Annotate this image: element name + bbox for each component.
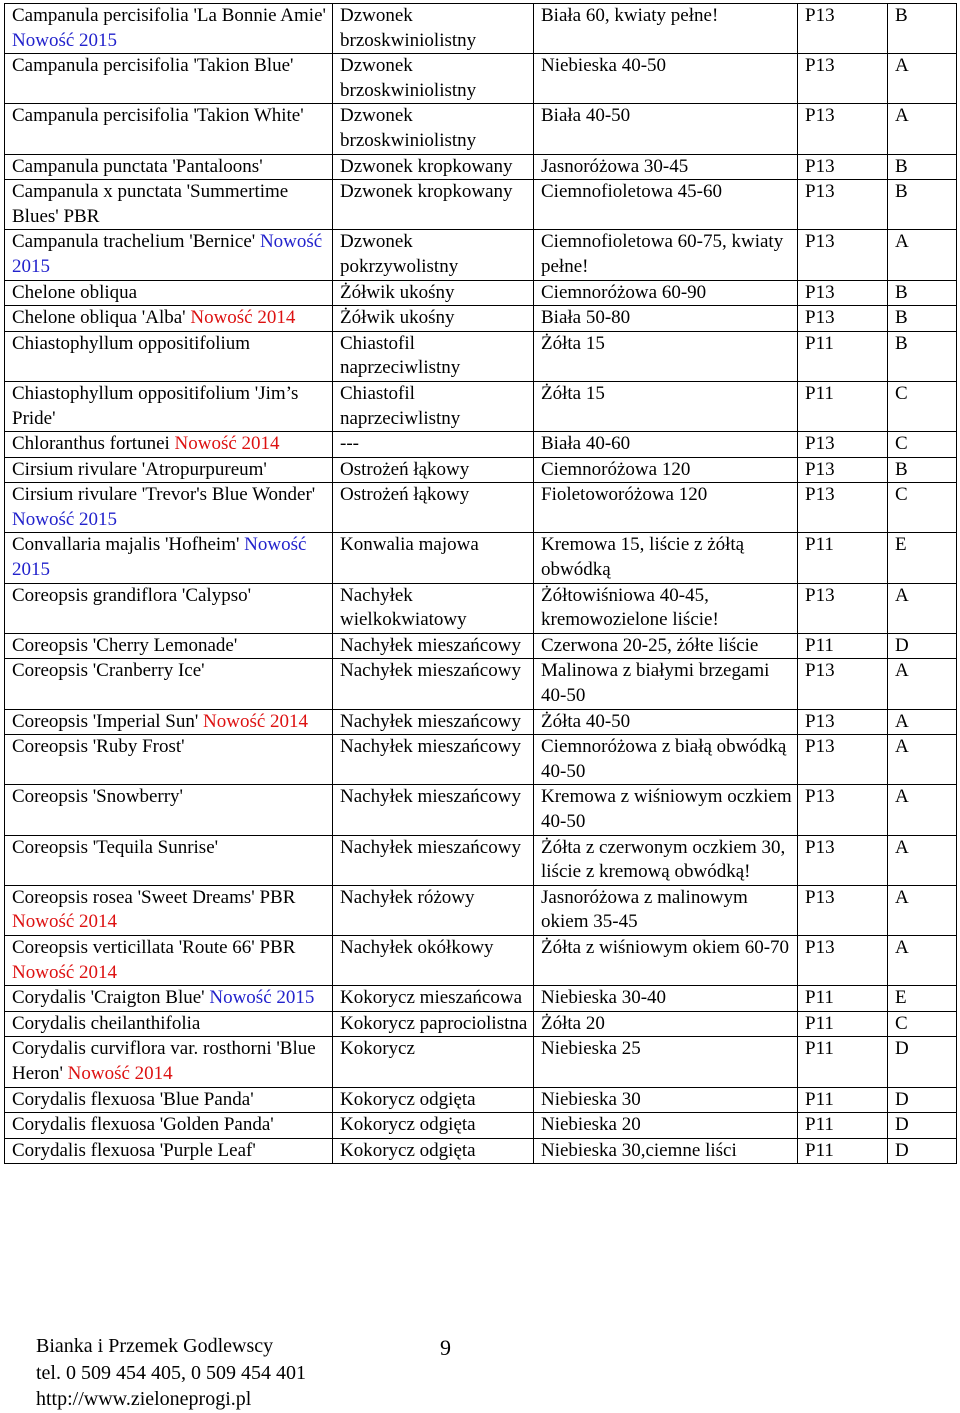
plant-name-cell: [5, 54, 333, 104]
group-cell: D: [888, 1037, 957, 1087]
pot-size-cell: P13: [798, 709, 888, 735]
footer-website: http://www.zieloneprogi.pl: [36, 1388, 252, 1410]
plant-name-cell: [5, 331, 333, 381]
table-row: [5, 633, 957, 659]
description-cell: Kremowa 15, liście z żółtą obwódką: [534, 533, 798, 583]
pot-size-cell: P13: [798, 659, 888, 709]
plant-latin-name: Corydalis 'Craigton Blue': [12, 987, 205, 1009]
description-cell: Jasnoróżowa z malinowym okiem 35-45: [534, 885, 798, 935]
group-cell: C: [888, 483, 957, 533]
table-row: [5, 935, 957, 985]
pot-size-cell: P13: [798, 457, 888, 483]
plant-latin-name: Campanula trachelium 'Bernice': [12, 231, 256, 253]
polish-name-cell: Dzwonek brzoskwiniolistny: [333, 4, 534, 54]
plant-name-cell: [5, 835, 333, 885]
group-cell: A: [888, 659, 957, 709]
pot-size-cell: P11: [798, 1087, 888, 1113]
description-cell: Ciemnofioletowa 45-60: [534, 180, 798, 230]
group-cell: B: [888, 154, 957, 180]
description-cell: Ciemnoróżowa 60-90: [534, 280, 798, 306]
description-cell: Biała 50-80: [534, 306, 798, 332]
description-cell: Niebieska 30: [534, 1087, 798, 1113]
plant-latin-name: Coreopsis 'Cherry Lemonade': [12, 634, 238, 656]
table-row: [5, 4, 957, 54]
plant-name-cell: [5, 4, 333, 54]
page-number: 9: [440, 1335, 451, 1360]
description-cell: Żółtowiśniowa 40-45, kremowozielone liście!: [534, 583, 798, 633]
plant-latin-name: Chelone obliqua: [12, 281, 138, 303]
plant-name-cell: [5, 457, 333, 483]
plant-latin-name: Campanula percisifolia 'Takion Blue': [12, 55, 294, 77]
description-cell: Malinowa z białymi brzegami 40-50: [534, 659, 798, 709]
pot-size-cell: P13: [798, 885, 888, 935]
plant-name-cell: [5, 583, 333, 633]
description-cell: Niebieska 30-40: [534, 986, 798, 1012]
group-cell: B: [888, 280, 957, 306]
table-row: [5, 835, 957, 885]
description-cell: Niebieska 40-50: [534, 54, 798, 104]
plant-name-cell: [5, 885, 333, 935]
description-cell: Biała 40-60: [534, 432, 798, 458]
plant-name-cell: [5, 1087, 333, 1113]
polish-name-cell: Kokorycz: [333, 1037, 534, 1087]
table-row: [5, 306, 957, 332]
table-row: [5, 533, 957, 583]
table-row: [5, 432, 957, 458]
novelty-badge: Nowość 2014: [67, 1062, 173, 1084]
plant-name-cell: [5, 533, 333, 583]
pot-size-cell: P13: [798, 735, 888, 785]
plant-name-cell: [5, 785, 333, 835]
pot-size-cell: P13: [798, 54, 888, 104]
plant-latin-name: Campanula percisifolia 'La Bonnie Amie': [12, 5, 326, 26]
polish-name-cell: Dzwonek brzoskwiniolistny: [333, 104, 534, 154]
novelty-badge: Nowość 2014: [203, 710, 309, 732]
plant-name-cell: [5, 1138, 333, 1164]
polish-name-cell: Dzwonek brzoskwiniolistny: [333, 54, 534, 104]
group-cell: A: [888, 935, 957, 985]
group-cell: A: [888, 583, 957, 633]
plant-latin-name: Cirsium rivulare 'Trevor's Blue Wonder': [12, 484, 316, 506]
plant-name-cell: [5, 709, 333, 735]
novelty-badge: Nowość 2015: [12, 534, 307, 581]
polish-name-cell: Chiastofil naprzeciwlistny: [333, 381, 534, 431]
pot-size-cell: P11: [798, 381, 888, 431]
novelty-badge: Nowość 2014: [190, 307, 296, 329]
plant-latin-name: Coreopsis 'Imperial Sun': [12, 710, 199, 732]
plant-name-cell: [5, 986, 333, 1012]
novelty-badge: Nowość 2014: [12, 911, 118, 933]
polish-name-cell: Dzwonek kropkowany: [333, 154, 534, 180]
pot-size-cell: P13: [798, 935, 888, 985]
group-cell: C: [888, 432, 957, 458]
plant-latin-name: Campanula punctata 'Pantaloons': [12, 155, 263, 177]
polish-name-cell: Kokorycz odgięta: [333, 1113, 534, 1139]
description-cell: Biała 60, kwiaty pełne!: [534, 4, 798, 54]
plant-latin-name: Coreopsis 'Snowberry': [12, 786, 183, 808]
group-cell: A: [888, 835, 957, 885]
polish-name-cell: Nachyłek mieszańcowy: [333, 785, 534, 835]
polish-name-cell: Nachyłek mieszańcowy: [333, 709, 534, 735]
description-cell: Kremowa z wiśniowym oczkiem 40-50: [534, 785, 798, 835]
pot-size-cell: P13: [798, 280, 888, 306]
description-cell: Czerwona 20-25, żółte liście: [534, 633, 798, 659]
polish-name-cell: Chiastofil naprzeciwlistny: [333, 331, 534, 381]
footer-contact: [36, 1333, 306, 1413]
plant-latin-name: Coreopsis 'Tequila Sunrise': [12, 836, 219, 858]
plant-latin-name: Coreopsis grandiflora 'Calypso': [12, 584, 252, 606]
plant-name-cell: [5, 1011, 333, 1037]
plant-table-body: [5, 4, 957, 1164]
polish-name-cell: Nachyłek mieszańcowy: [333, 633, 534, 659]
plant-latin-name: Corydalis flexuosa 'Purple Leaf': [12, 1139, 256, 1161]
description-cell: Żółta z czerwonym oczkiem 30, liście z kremową obwódką!: [534, 835, 798, 885]
plant-price-table: [4, 3, 957, 1164]
pot-size-cell: P13: [798, 432, 888, 458]
table-row: [5, 785, 957, 835]
plant-latin-name: Corydalis flexuosa 'Blue Panda': [12, 1088, 254, 1110]
novelty-badge: Nowość 2015: [12, 29, 118, 51]
polish-name-cell: Żółwik ukośny: [333, 280, 534, 306]
plant-latin-name: Corydalis curviflora var. rosthorni 'Blue Heron': [12, 1038, 316, 1084]
pot-size-cell: P11: [798, 1138, 888, 1164]
table-row: [5, 457, 957, 483]
table-row: [5, 230, 957, 280]
plant-name-cell: [5, 1037, 333, 1087]
pot-size-cell: P11: [798, 1037, 888, 1087]
description-cell: Żółta 15: [534, 331, 798, 381]
group-cell: B: [888, 331, 957, 381]
group-cell: E: [888, 986, 957, 1012]
plant-name-cell: [5, 154, 333, 180]
plant-latin-name: Corydalis flexuosa 'Golden Panda': [12, 1114, 274, 1136]
table-row: [5, 735, 957, 785]
description-cell: Żółta 20: [534, 1011, 798, 1037]
novelty-badge: Nowość 2014: [174, 433, 280, 455]
description-cell: Ciemnoróżowa 120: [534, 457, 798, 483]
polish-name-cell: Kokorycz paprociolistna: [333, 1011, 534, 1037]
pot-size-cell: P11: [798, 633, 888, 659]
plant-name-cell: [5, 280, 333, 306]
plant-name-cell: [5, 659, 333, 709]
polish-name-cell: Konwalia majowa: [333, 533, 534, 583]
description-cell: Żółta z wiśniowym okiem 60-70: [534, 935, 798, 985]
group-cell: A: [888, 785, 957, 835]
plant-latin-name: Chelone obliqua 'Alba': [12, 307, 186, 329]
table-row: [5, 1113, 957, 1139]
group-cell: A: [888, 885, 957, 935]
group-cell: B: [888, 4, 957, 54]
pot-size-cell: P13: [798, 4, 888, 54]
description-cell: Ciemnoróżowa z białą obwódką 40-50: [534, 735, 798, 785]
plant-latin-name: Chiastophyllum oppositifolium: [12, 332, 251, 354]
plant-latin-name: Coreopsis 'Cranberry Ice': [12, 660, 205, 682]
pot-size-cell: P13: [798, 306, 888, 332]
group-cell: A: [888, 230, 957, 280]
table-row: [5, 54, 957, 104]
pot-size-cell: P11: [798, 331, 888, 381]
description-cell: Jasnoróżowa 30-45: [534, 154, 798, 180]
polish-name-cell: Ostrożeń łąkowy: [333, 483, 534, 533]
pot-size-cell: P13: [798, 583, 888, 633]
plant-name-cell: [5, 230, 333, 280]
polish-name-cell: ---: [333, 432, 534, 458]
polish-name-cell: Kokorycz mieszańcowa: [333, 986, 534, 1012]
table-row: [5, 180, 957, 230]
plant-name-cell: [5, 1113, 333, 1139]
group-cell: B: [888, 457, 957, 483]
polish-name-cell: Żółwik ukośny: [333, 306, 534, 332]
table-row: [5, 331, 957, 381]
polish-name-cell: Ostrożeń łąkowy: [333, 457, 534, 483]
novelty-badge: Nowość 2015: [12, 508, 118, 530]
group-cell: D: [888, 1113, 957, 1139]
table-row: [5, 1087, 957, 1113]
table-row: [5, 1011, 957, 1037]
group-cell: A: [888, 104, 957, 154]
polish-name-cell: Nachyłek wielkokwiatowy: [333, 583, 534, 633]
description-cell: Żółta 40-50: [534, 709, 798, 735]
pot-size-cell: P13: [798, 180, 888, 230]
plant-latin-name: Convallaria majalis 'Hofheim': [12, 534, 240, 556]
plant-name-cell: [5, 633, 333, 659]
plant-name-cell: [5, 935, 333, 985]
plant-latin-name: Campanula x punctata 'Summertime Blues' PBR: [12, 181, 289, 227]
plant-latin-name: Corydalis cheilanthifolia: [12, 1012, 201, 1034]
table-row: [5, 659, 957, 709]
pot-size-cell: P13: [798, 104, 888, 154]
plant-name-cell: [5, 432, 333, 458]
pot-size-cell: P13: [798, 483, 888, 533]
table-row: [5, 885, 957, 935]
footer-phone: tel. 0 509 454 405, 0 509 454 401: [36, 1361, 306, 1384]
plant-latin-name: Chiastophyllum oppositifolium 'Jim’s Pride': [12, 382, 299, 429]
plant-latin-name: Coreopsis verticillata 'Route 66' PBR: [12, 936, 296, 958]
group-cell: B: [888, 306, 957, 332]
description-cell: Niebieska 20: [534, 1113, 798, 1139]
novelty-badge: Nowość 2014: [12, 961, 118, 983]
footer-owner: Bianka i Przemek Godlewscy: [36, 1335, 274, 1357]
table-row: [5, 154, 957, 180]
plant-latin-name: Cirsium rivulare 'Atropurpureum': [12, 458, 267, 480]
table-row: [5, 280, 957, 306]
pot-size-cell: P11: [798, 1113, 888, 1139]
group-cell: C: [888, 381, 957, 431]
plant-name-cell: [5, 306, 333, 332]
plant-name-cell: [5, 735, 333, 785]
group-cell: C: [888, 1011, 957, 1037]
group-cell: D: [888, 633, 957, 659]
group-cell: A: [888, 54, 957, 104]
table-row: [5, 1138, 957, 1164]
plant-latin-name: Coreopsis 'Ruby Frost': [12, 736, 185, 758]
polish-name-cell: Nachyłek mieszańcowy: [333, 659, 534, 709]
table-row: [5, 483, 957, 533]
table-row: [5, 381, 957, 431]
polish-name-cell: Nachyłek mieszańcowy: [333, 835, 534, 885]
pot-size-cell: P13: [798, 835, 888, 885]
group-cell: B: [888, 180, 957, 230]
novelty-badge: Nowość 2015: [209, 987, 315, 1009]
polish-name-cell: Kokorycz odgięta: [333, 1087, 534, 1113]
polish-name-cell: Kokorycz odgięta: [333, 1138, 534, 1164]
table-row: [5, 986, 957, 1012]
group-cell: A: [888, 735, 957, 785]
description-cell: Fioletoworóżowa 120: [534, 483, 798, 533]
pot-size-cell: P13: [798, 154, 888, 180]
description-cell: Ciemnofioletowa 60-75, kwiaty pełne!: [534, 230, 798, 280]
polish-name-cell: Dzwonek pokrzywolistny: [333, 230, 534, 280]
table-row: [5, 1037, 957, 1087]
description-cell: Biała 40-50: [534, 104, 798, 154]
plant-latin-name: Coreopsis rosea 'Sweet Dreams' PBR: [12, 886, 296, 908]
plant-latin-name: Campanula percisifolia 'Takion White': [12, 105, 304, 127]
novelty-badge: Nowość 2015: [12, 231, 323, 277]
pot-size-cell: P13: [798, 230, 888, 280]
pot-size-cell: P11: [798, 1011, 888, 1037]
pot-size-cell: P11: [798, 986, 888, 1012]
pot-size-cell: P13: [798, 785, 888, 835]
table-row: [5, 583, 957, 633]
group-cell: E: [888, 533, 957, 583]
description-cell: Żółta 15: [534, 381, 798, 431]
table-row: [5, 104, 957, 154]
plant-name-cell: [5, 483, 333, 533]
group-cell: D: [888, 1087, 957, 1113]
polish-name-cell: Nachyłek mieszańcowy: [333, 735, 534, 785]
plant-name-cell: [5, 104, 333, 154]
polish-name-cell: Dzwonek kropkowany: [333, 180, 534, 230]
group-cell: A: [888, 709, 957, 735]
description-cell: Niebieska 25: [534, 1037, 798, 1087]
plant-name-cell: [5, 381, 333, 431]
polish-name-cell: Nachyłek okółkowy: [333, 935, 534, 985]
plant-name-cell: [5, 180, 333, 230]
polish-name-cell: Nachyłek różowy: [333, 885, 534, 935]
description-cell: Niebieska 30,ciemne liści: [534, 1138, 798, 1164]
group-cell: D: [888, 1138, 957, 1164]
table-row: [5, 709, 957, 735]
plant-latin-name: Chloranthus fortunei: [12, 433, 170, 455]
pot-size-cell: P11: [798, 533, 888, 583]
